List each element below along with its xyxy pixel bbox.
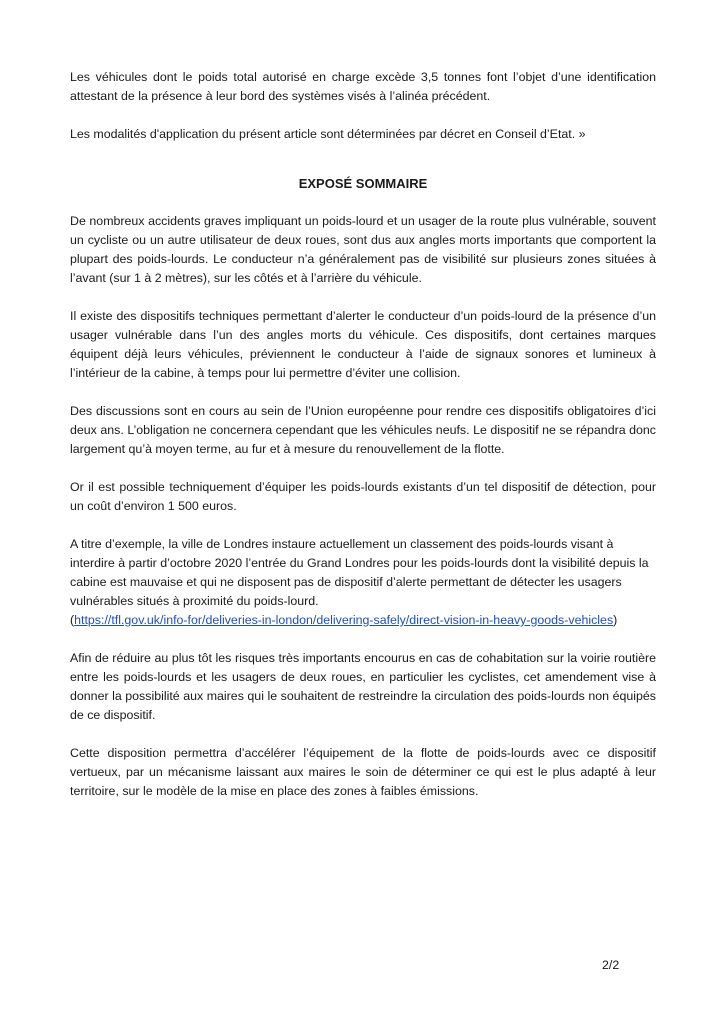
paragraph-london-example — [70, 535, 656, 630]
intro-paragraph-2: Les modalités d'application du présent article sont déterminées par décret en Conseil d’Etat. » — [70, 127, 586, 141]
section-title: EXPOSÉ SOMMAIRE — [298, 176, 428, 191]
intro-paragraph-1: Les véhicules dont le poids total autorisé en charge excède 3,5 tonnes font l’objet d’une identification attestant de la présence à leur bord des systèmes visés à l’alinéa précédent. — [70, 70, 656, 103]
paragraph-devices: Il existe des dispositifs techniques permettant d’alerter le conducteur d’un poids-lourd de la présence d’un usager vulnérable dans l’un des angles morts du véhicule. Ces dispositifs, dont certaines marques équipent déjà leurs véhicules, préviennent le conducteur à l’aide de signaux sonores et lumineux à l’intérieur de la cabine, à temps pour lui permettre d’éviter une collision. — [70, 309, 656, 380]
paragraph-blind-spots: De nombreux accidents graves impliquant un poids-lourd et un usager de la route plus vulnérable, souvent un cycliste ou un autre utilisateur de deux roues, sont dus aux angles morts importants que comportent la plupart des poids-lourds. Le conducteur n’a généralement pas de visibilité sur plusieurs zones situées à l’avant (sur 1 à 2 mètres), sur les côtés et à l’arrière du véhicule. — [70, 214, 656, 285]
paragraph-conclusion: Cette disposition permettra d’accélérer l’équipement de la flotte de poids-lourds avec ce dispositif vertueux, par un mécanisme laissant aux maires le soin de déterminer ce qui est le plus adapté à leur territoire, sur le modèle de la mise en place des zones à faibles émissions. — [70, 746, 656, 798]
link-open-paren: ( — [70, 613, 75, 627]
page-number: 2/2 — [602, 958, 620, 972]
paragraph-amendment-aim: Afin de réduire au plus tôt les risques très importants encourus en cas de cohabitation sur la voirie routière entre les poids-lourds et les usagers de deux roues, en particulier les cyclistes, cet amendement vise à donner la possibilité aux maires qui le souhaitent de restreindre la circulation des poids-lourds non équipés de ce dispositif. — [70, 651, 656, 722]
document-page — [70, 68, 656, 820]
tfl-link[interactable]: https://tfl.gov.uk/info-for/deliveries-in-london/delivering-safely/direct-vision-in-heavy-goods-vehicles — [74, 613, 614, 627]
paragraph-eu-discussions: Des discussions sont en cours au sein de l’Union européenne pour rendre ces dispositifs obligatoires d’ici deux ans. L’obligation ne concernera cependant que les véhicules neufs. Le dispositif ne se répandra donc largement qu’à moyen terme, au fur et à mesure du renouvellement de la flotte. — [70, 404, 656, 456]
link-close-paren: ) — [613, 613, 618, 627]
london-example-text: A titre d’exemple, la ville de Londres instaure actuellement un classement des poids-lourds visant à interdire à partir d’octobre 2020 l’entrée du Grand Londres pour les poids-lourds dont la visibilité depuis la cabine est mauvaise et qui ne disposent pas de dispositif d’alerte permettant de détecter les usagers vulnérables situés à proximité du poids-lourd. — [70, 537, 649, 608]
paragraph-cost: Or il est possible techniquement d’équiper les poids-lourds existants d’un tel dispositif de détection, pour un coût d’environ 1 500 euros. — [70, 480, 656, 513]
